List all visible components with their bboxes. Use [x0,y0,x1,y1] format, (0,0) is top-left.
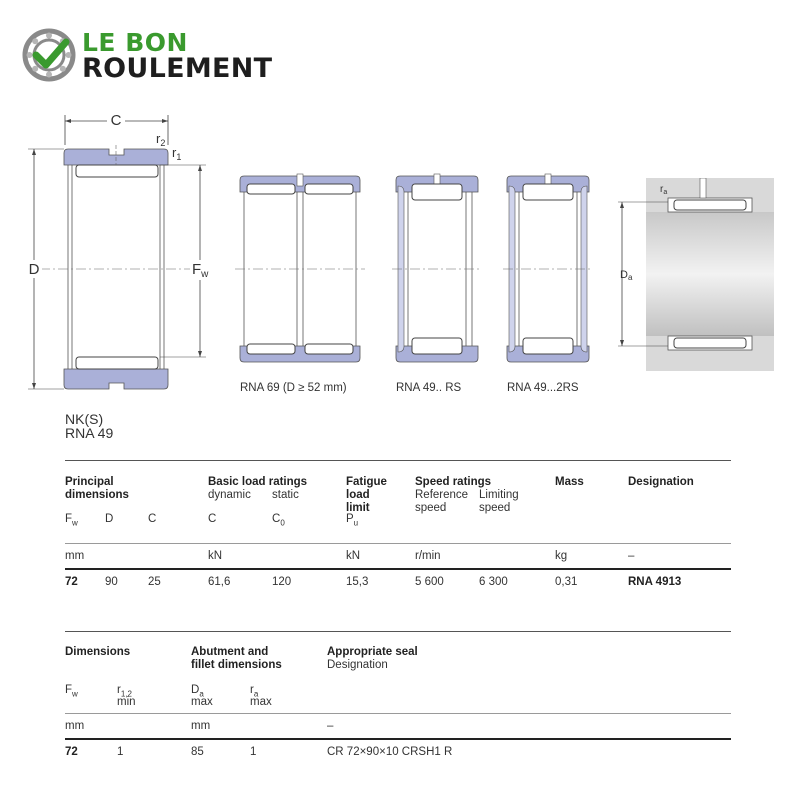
t1-head-mass: Mass [555,476,584,488]
t2-sym-da-max: max [191,696,213,708]
t1-val-lim-speed: 6 300 [479,576,508,588]
t1-head-ref-speed: Reference speed [415,489,469,514]
t2-sym-da: $D_a$ [191,684,204,699]
t1-unit-rpm: r/min [415,550,441,562]
dim-c-label: C [110,112,122,129]
caption-rna49rs: RNA 49.. RS [396,382,462,394]
t1-val-c: 25 [148,576,161,588]
table2-row-rule [65,738,731,740]
dim-r2-label: $r_2$ [156,131,166,148]
t1-unit-kg: kg [555,550,568,562]
t2-head-seal: Appropriate seal [327,646,418,658]
t1-head-lim-speed: Limiting speed [479,489,519,514]
t2-head-dimensions: Dimensions [65,646,131,658]
table2-mid-rule [65,713,731,714]
t1-unit-mm: mm [65,550,85,562]
table1-top-rule [65,460,731,461]
rna492rs-drawing [503,172,593,367]
dim-da-label: Da [620,269,633,282]
t2-val-fw: 72 [65,746,78,758]
t1-head-static: static [272,489,299,501]
t2-val-r12: 1 [117,746,124,758]
t2-sym-r12-min: min [117,696,136,708]
t1-sym-d: D [105,513,114,525]
caption-rna492rs: RNA 49...2RS [507,382,579,394]
t1-head-dynamic: dynamic [208,489,251,501]
dim-d-label: D [28,261,40,278]
table1-row-rule [65,568,731,570]
t1-head-load: Basic load ratings [208,476,308,488]
series-rna49: RNA 49 [65,425,114,441]
t1-val-mass: 0,31 [555,576,578,588]
t1-val-c0: 120 [272,576,292,588]
t1-val-fw: 72 [65,576,78,588]
t1-val-pu: 15,3 [346,576,369,588]
t2-sym-ra: $r_a$ [250,684,259,699]
t1-head-principal: Principal dimensions [65,476,129,501]
bearing-section-drawing [20,105,220,400]
t1-unit-dash: – [628,550,635,562]
t2-head-seal-sub: Designation [327,659,388,671]
t1-head-designation: Designation [628,476,694,488]
t1-val-ref-speed: 5 600 [415,576,444,588]
t1-unit-kn1: kN [208,550,223,562]
rna69-drawing [235,172,365,367]
t2-sym-fw: $F_w$ [65,684,78,699]
t2-unit-mm1: mm [65,720,85,732]
t1-sym-fw: $F_w$ [65,513,78,528]
dim-fw-label: $F_w$ [192,261,209,280]
t2-sym-ra-max: max [250,696,272,708]
logo-line1: LE BON [82,28,188,57]
t1-head-speed: Speed ratings [415,476,492,488]
logo-line2: ROULEMENT [82,53,273,84]
t1-sym-c0: $C_0$ [272,513,285,528]
t2-sym-r12: $r_{1,2}$ [117,684,132,699]
t2-val-seal: CR 72×90×10 CRSH1 R [327,746,453,758]
rna49rs-drawing [392,172,482,367]
t1-sym-c: C [148,513,157,525]
t2-head-abutment: Abutment and fillet dimensions [191,646,282,671]
table1-mid-rule [65,543,731,544]
t2-val-da: 85 [191,746,204,758]
t1-unit-kn2: kN [346,550,361,562]
t1-val-designation: RNA 4913 [628,576,682,588]
table2-top-rule [65,631,731,632]
t1-head-fatigue: Fatigue load limit [346,476,387,514]
logo-bearing-icon [22,28,76,82]
abutment-drawing [612,178,774,373]
t2-unit-dash: – [327,720,334,732]
t1-sym-c-dyn: C [208,513,217,525]
t1-val-c-dyn: 61,6 [208,576,231,588]
t2-val-ra: 1 [250,746,257,758]
dim-r1-label: $r_1$ [172,145,182,162]
t1-val-d: 90 [105,576,118,588]
t2-unit-mm2: mm [191,720,211,732]
dim-ra-label: $r_a$ [660,184,668,196]
series-nks: NK(S) [65,411,104,427]
t1-sym-pu: $P_u$ [346,513,359,528]
caption-rna69: RNA 69 (D ≥ 52 mm) [240,382,347,394]
